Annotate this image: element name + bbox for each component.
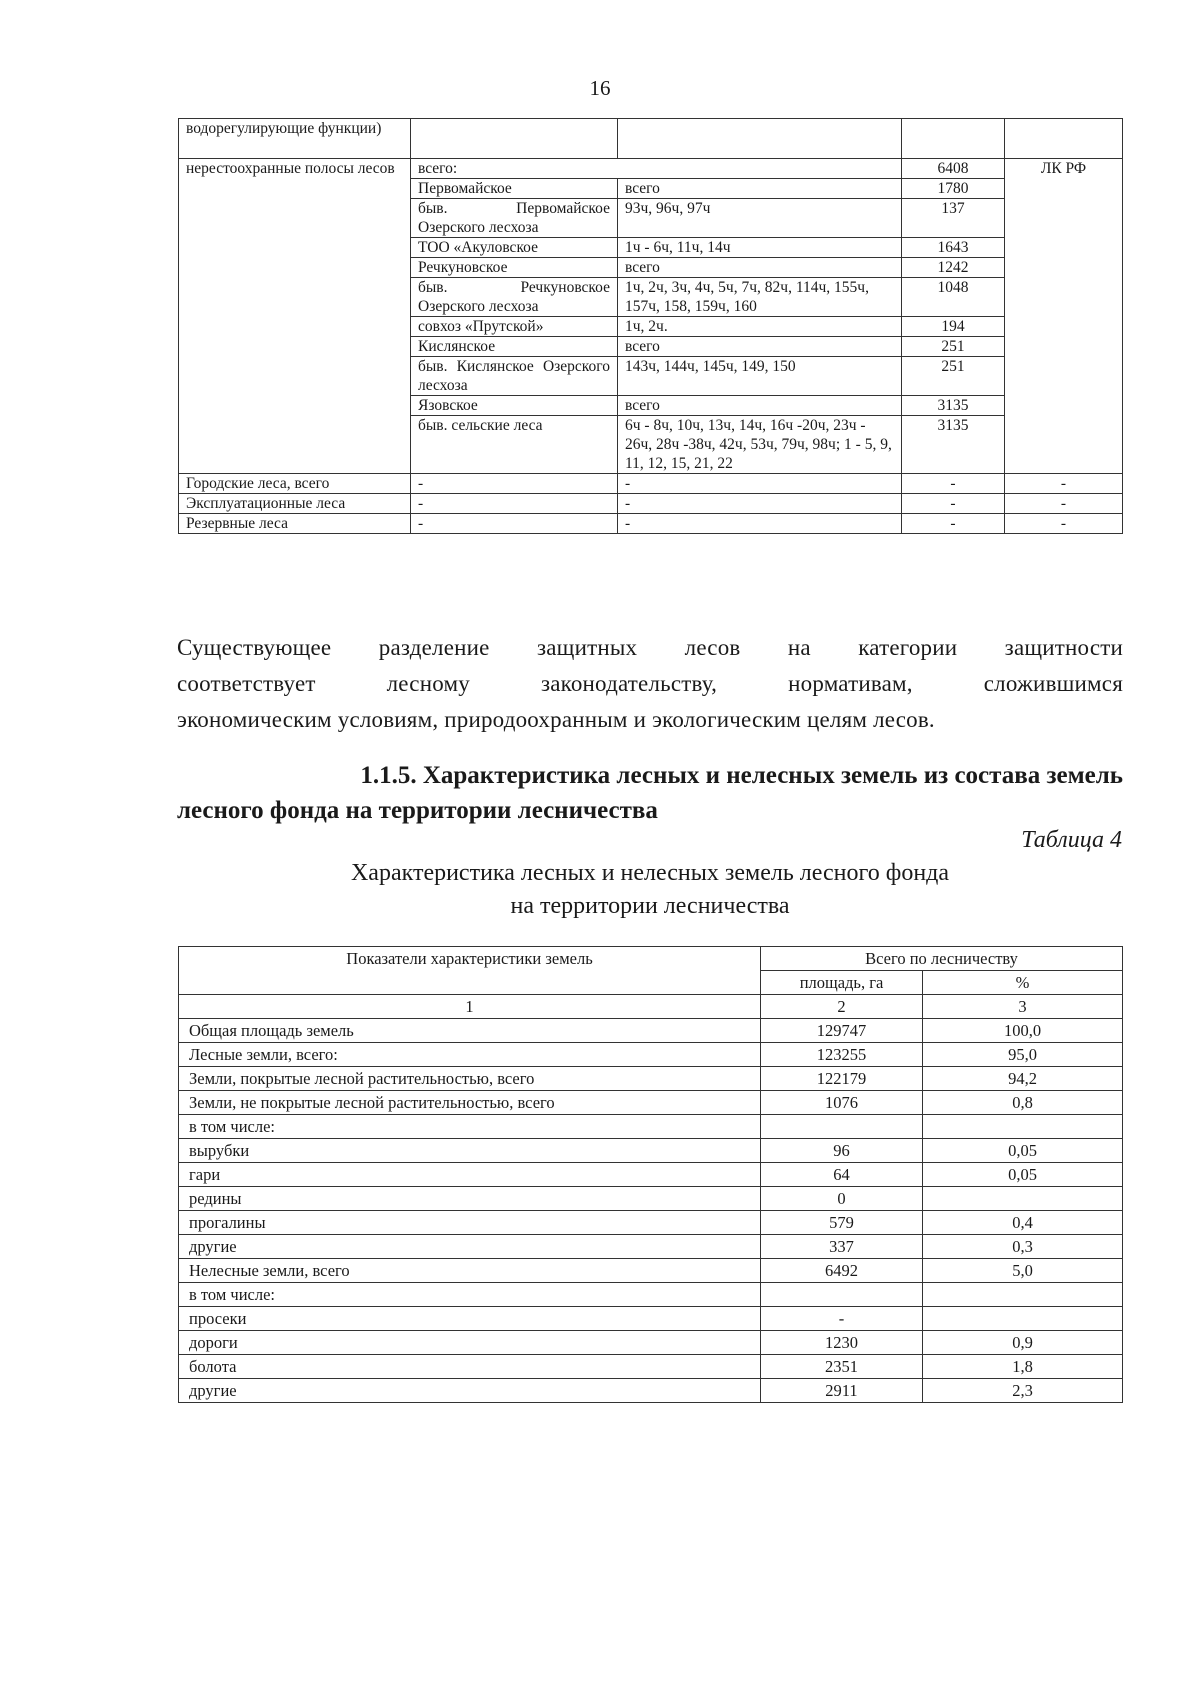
area-cell: 1643 bbox=[902, 238, 1005, 258]
area-cell: 1230 bbox=[761, 1331, 923, 1355]
indicator-cell: гари bbox=[179, 1163, 761, 1187]
paragraph-line: Существующее разделение защитных лесов на категории защитности bbox=[177, 635, 1123, 660]
name-cell: Язовское bbox=[411, 396, 618, 416]
area-cell: 1048 bbox=[902, 278, 1005, 317]
area-cell: 2351 bbox=[761, 1355, 923, 1379]
name-cell: всего: bbox=[411, 159, 902, 179]
indicator-cell: просеки bbox=[179, 1307, 761, 1331]
table-row bbox=[179, 1355, 1123, 1379]
area-cell: 579 bbox=[761, 1211, 923, 1235]
doc-cell bbox=[1005, 119, 1123, 159]
percent-cell: 0,05 bbox=[923, 1139, 1123, 1163]
indicator-cell: дороги bbox=[179, 1331, 761, 1355]
area-cell: - bbox=[761, 1307, 923, 1331]
indicator-cell: Земли, не покрытые лесной растительностью, всего bbox=[179, 1091, 761, 1115]
indicator-cell: другие bbox=[179, 1379, 761, 1403]
quarters-cell bbox=[618, 119, 902, 159]
area-cell bbox=[761, 1115, 923, 1139]
table-row bbox=[179, 119, 1123, 159]
name-cell: - bbox=[411, 494, 618, 514]
quarters-cell: всего bbox=[618, 396, 902, 416]
table-row bbox=[179, 1163, 1123, 1187]
indicator-cell: Общая площадь земель bbox=[179, 1019, 761, 1043]
area-cell: 251 bbox=[902, 337, 1005, 357]
quarters-cell: всего bbox=[618, 179, 902, 199]
table-row bbox=[179, 159, 1123, 179]
area-cell: - bbox=[902, 474, 1005, 494]
area-cell: 337 bbox=[761, 1235, 923, 1259]
indicator-cell: Нелесные земли, всего bbox=[179, 1259, 761, 1283]
column-header-percent: % bbox=[923, 971, 1123, 995]
name-cell: - bbox=[411, 514, 618, 534]
name-cell bbox=[411, 119, 618, 159]
column-number-row bbox=[179, 995, 1123, 1019]
table-row bbox=[179, 1187, 1123, 1211]
area-cell: 123255 bbox=[761, 1043, 923, 1067]
table-row bbox=[179, 1307, 1123, 1331]
indicator-cell: в том числе: bbox=[179, 1115, 761, 1139]
quarters-cell: всего bbox=[618, 258, 902, 278]
doc-cell: - bbox=[1005, 494, 1123, 514]
quarters-cell: - bbox=[618, 474, 902, 494]
indicator-cell: болота bbox=[179, 1355, 761, 1379]
area-cell: 3135 bbox=[902, 396, 1005, 416]
table-row bbox=[179, 494, 1123, 514]
area-cell: 1780 bbox=[902, 179, 1005, 199]
percent-cell: 0,3 bbox=[923, 1235, 1123, 1259]
category-cell: водорегулирующие функции) bbox=[179, 119, 411, 159]
column-number: 3 bbox=[923, 995, 1123, 1019]
percent-cell bbox=[923, 1283, 1123, 1307]
area-cell: 64 bbox=[761, 1163, 923, 1187]
percent-cell bbox=[923, 1307, 1123, 1331]
area-cell: 122179 bbox=[761, 1067, 923, 1091]
name-cell: совхоз «Прутской» bbox=[411, 317, 618, 337]
caption-line: на территории лесничества bbox=[510, 893, 790, 919]
area-cell: 129747 bbox=[761, 1019, 923, 1043]
name-cell: быв. Речкуновское Озерского лесхоза bbox=[411, 278, 618, 317]
name-cell: быв. Кислянское Озерского лесхоза bbox=[411, 357, 618, 396]
area-cell: 96 bbox=[761, 1139, 923, 1163]
heading-line: лесного фонда на территории лесничества bbox=[177, 797, 658, 824]
quarters-cell: всего bbox=[618, 337, 902, 357]
table-header-row bbox=[179, 947, 1123, 971]
area-cell: 6408 bbox=[902, 159, 1005, 179]
table-row bbox=[179, 1331, 1123, 1355]
quarters-cell: 6ч - 8ч, 10ч, 13ч, 14ч, 16ч -20ч, 23ч - 26ч, 28ч -38ч, 42ч, 53ч, 79ч, 98ч; 1 - 5, 9, 11, 12, 15, 21, 22 bbox=[618, 416, 902, 474]
area-cell: 2911 bbox=[761, 1379, 923, 1403]
indicator-cell: в том числе: bbox=[179, 1283, 761, 1307]
table-row bbox=[179, 1091, 1123, 1115]
table-row bbox=[179, 1139, 1123, 1163]
quarters-cell: - bbox=[618, 494, 902, 514]
heading-line: 1.1.5. Характеристика лесных и нелесных земель из состава земель bbox=[360, 762, 1123, 789]
column-header-indicator: Показатели характеристики земель bbox=[179, 947, 761, 995]
area-cell: 194 bbox=[902, 317, 1005, 337]
percent-cell: 1,8 bbox=[923, 1355, 1123, 1379]
land-characteristics-table bbox=[178, 946, 1123, 1403]
doc-cell: ЛК РФ bbox=[1005, 159, 1123, 474]
category-cell: Городские леса, всего bbox=[179, 474, 411, 494]
percent-cell: 2,3 bbox=[923, 1379, 1123, 1403]
quarters-cell: 143ч, 144ч, 145ч, 149, 150 bbox=[618, 357, 902, 396]
table-row bbox=[179, 1235, 1123, 1259]
name-cell: Речкуновское bbox=[411, 258, 618, 278]
table-row bbox=[179, 1259, 1123, 1283]
name-cell: Первомайское bbox=[411, 179, 618, 199]
area-cell: 1242 bbox=[902, 258, 1005, 278]
percent-cell: 0,9 bbox=[923, 1331, 1123, 1355]
quarters-cell: - bbox=[618, 514, 902, 534]
doc-cell: - bbox=[1005, 514, 1123, 534]
table-row bbox=[179, 1115, 1123, 1139]
column-number: 2 bbox=[761, 995, 923, 1019]
protective-forests-table bbox=[178, 118, 1123, 534]
table-caption bbox=[177, 857, 1123, 923]
quarters-cell: 93ч, 96ч, 97ч bbox=[618, 199, 902, 238]
quarters-cell: 1ч - 6ч, 11ч, 14ч bbox=[618, 238, 902, 258]
percent-cell: 0,8 bbox=[923, 1091, 1123, 1115]
table-row bbox=[179, 1211, 1123, 1235]
category-cell: Резервные леса bbox=[179, 514, 411, 534]
area-cell: 6492 bbox=[761, 1259, 923, 1283]
category-cell: нерестоохранные полосы лесов bbox=[179, 159, 411, 474]
indicator-cell: Земли, покрытые лесной растительностью, всего bbox=[179, 1067, 761, 1091]
name-cell: быв. Первомайское Озерского лесхоза bbox=[411, 199, 618, 238]
area-cell bbox=[761, 1283, 923, 1307]
table-row bbox=[179, 1379, 1123, 1403]
indicator-cell: прогалины bbox=[179, 1211, 761, 1235]
quarters-cell: 1ч, 2ч. bbox=[618, 317, 902, 337]
indicator-cell: редины bbox=[179, 1187, 761, 1211]
quarters-cell: 1ч, 2ч, 3ч, 4ч, 5ч, 7ч, 82ч, 114ч, 155ч, 157ч, 158, 159ч, 160 bbox=[618, 278, 902, 317]
name-cell: быв. сельские леса bbox=[411, 416, 618, 474]
body-paragraph bbox=[177, 630, 1123, 738]
table-row bbox=[179, 1043, 1123, 1067]
area-cell: 251 bbox=[902, 357, 1005, 396]
percent-cell: 0,4 bbox=[923, 1211, 1123, 1235]
table-row bbox=[179, 1067, 1123, 1091]
area-cell: - bbox=[902, 494, 1005, 514]
page-number: 16 bbox=[589, 76, 611, 100]
paragraph-line: экономическим условиям, природоохранным и экологическим целям лесов. bbox=[177, 707, 935, 732]
table-row bbox=[179, 474, 1123, 494]
table-row bbox=[179, 514, 1123, 534]
indicator-cell: вырубки bbox=[179, 1139, 761, 1163]
name-cell: - bbox=[411, 474, 618, 494]
area-cell: 3135 bbox=[902, 416, 1005, 474]
area-cell bbox=[902, 119, 1005, 159]
percent-cell: 0,05 bbox=[923, 1163, 1123, 1187]
area-cell: 0 bbox=[761, 1187, 923, 1211]
column-header-total: Всего по лесничеству bbox=[761, 947, 1123, 971]
doc-cell: - bbox=[1005, 474, 1123, 494]
area-cell: - bbox=[902, 514, 1005, 534]
area-cell: 137 bbox=[902, 199, 1005, 238]
percent-cell bbox=[923, 1115, 1123, 1139]
name-cell: ТОО «Акуловское bbox=[411, 238, 618, 258]
name-cell: Кислянское bbox=[411, 337, 618, 357]
percent-cell bbox=[923, 1187, 1123, 1211]
paragraph-line: соответствует лесному законодательству, нормативам, сложившимся bbox=[177, 671, 1123, 696]
column-header-area: площадь, га bbox=[761, 971, 923, 995]
table-row bbox=[179, 1019, 1123, 1043]
indicator-cell: другие bbox=[179, 1235, 761, 1259]
percent-cell: 100,0 bbox=[923, 1019, 1123, 1043]
percent-cell: 94,2 bbox=[923, 1067, 1123, 1091]
area-cell: 1076 bbox=[761, 1091, 923, 1115]
section-heading bbox=[177, 758, 1123, 828]
table-row bbox=[179, 1283, 1123, 1307]
indicator-cell: Лесные земли, всего: bbox=[179, 1043, 761, 1067]
caption-line: Характеристика лесных и нелесных земель лесного фонда bbox=[350, 860, 950, 886]
percent-cell: 95,0 bbox=[923, 1043, 1123, 1067]
column-number: 1 bbox=[179, 995, 761, 1019]
category-cell: Эксплуатационные леса bbox=[179, 494, 411, 514]
table-label: Таблица 4 bbox=[1021, 827, 1122, 853]
percent-cell: 5,0 bbox=[923, 1259, 1123, 1283]
